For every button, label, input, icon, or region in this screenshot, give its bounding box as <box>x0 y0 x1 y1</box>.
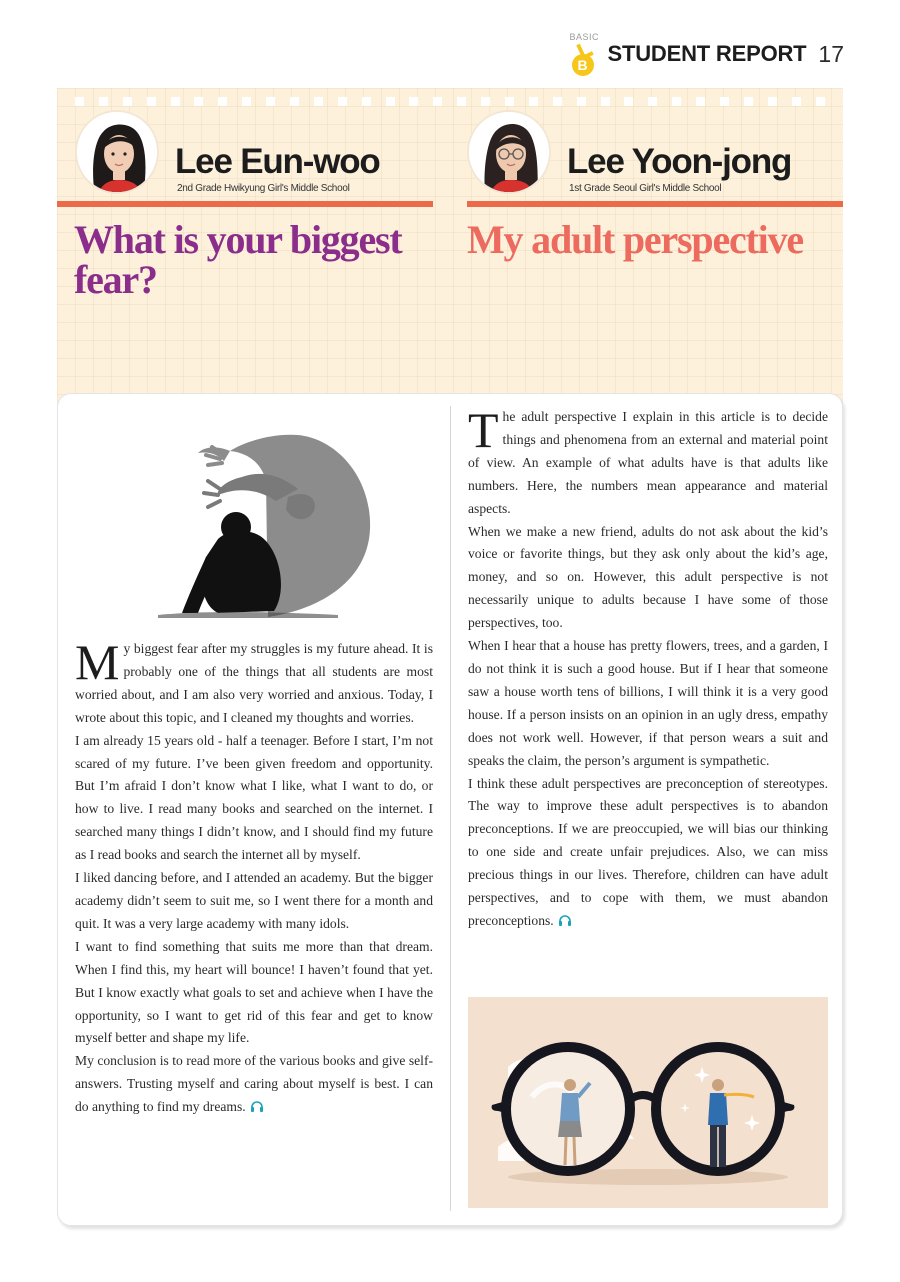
left-paragraph: I am already 15 years old - half a teenager. Before I start, I’m not scared of my future. I’ve been given freedom and opportunity. But I’m afraid I don’t know what I like, what I want to do, or how to live. I read many books and searched on the internet. I searched many things I didn’t know, and I should find my future as I read books and search the internet all by myself. <box>75 732 433 863</box>
right-author-school: 1st Grade Seoul Girl's Middle School <box>569 183 722 194</box>
left-first-paragraph-text: y biggest fear after my struggles is my future ahead. It is probably one of the things that all students are most worried about, and I am also very worried and anxious. Today, I wrote about this topic, and I cleaned my thoughts and worries. <box>75 641 433 725</box>
left-article-headline: What is your biggest fear? <box>74 217 402 302</box>
logo-small-text: BASIC <box>569 32 600 42</box>
right-accent-rule <box>467 201 843 207</box>
headphones-end-icon <box>250 1100 264 1112</box>
section-label: STUDENT REPORT <box>607 41 807 66</box>
right-article-headline: My adult perspective <box>467 217 803 262</box>
left-author-school: 2nd Grade Hwikyung Girl's Middle School <box>177 183 350 194</box>
girl-portrait-icon <box>77 112 159 194</box>
article-card <box>57 393 843 1226</box>
left-dropcap: M <box>75 634 120 690</box>
notebook-holes <box>75 97 825 107</box>
left-first-paragraph <box>75 634 433 730</box>
left-author-name: Lee Eun-woo <box>175 142 380 181</box>
right-article-body <box>468 402 828 933</box>
basic-logo <box>570 34 600 74</box>
left-paragraph: I want to find something that suits me more than that dream. When I find this, my heart will bounce! I haven’t found that yet. But I know exactly what goals to set and achieve when I have the opportunity, so I want to get rid of this fear and get to know myself better and shape my life. <box>75 938 433 1046</box>
page-number: 17 <box>818 40 844 67</box>
right-first-paragraph-text: he adult perspective I explain in this article is to decide things and phenomena from an external and material point of view. An example of what adults have is that adults like numbers. Here, the numbers mean appearance and material aspects. <box>468 409 828 516</box>
right-dropcap: T <box>468 402 499 458</box>
right-last-paragraph-text: I think these adult perspectives are preconception of stereotypes. The way to improve these adult perspectives is to abandon preconceptions. If we are preoccupied, we will bias our thinking to one side and create unfair prejudices. Also, we can miss precious things in our lives. Therefore, children can have adult perspectives, and to cope with them, we must abandon preconceptions. <box>468 775 828 928</box>
left-last-paragraph <box>75 1050 433 1119</box>
page-header <box>570 32 844 76</box>
right-paragraph: When I hear that a house has pretty flowers, trees, and a garden, I do not think it is such a good house. But if I hear that someone saw a house worth tens of billions, I will think it is a very good house. If a person insists on an opinion in an ugly dress, empathy does not work well. However, if that person wears a suit and speaks the claim, the person’s argument is sympathetic. <box>468 638 828 768</box>
right-author <box>467 110 822 210</box>
right-first-paragraph <box>468 402 828 521</box>
title-panel <box>57 88 843 418</box>
headphones-end-icon <box>558 914 572 926</box>
fear-shadow-illustration <box>158 429 378 619</box>
logo-letter: B <box>572 54 594 76</box>
column-divider <box>450 406 451 1211</box>
left-paragraph: I liked dancing before, and I attended an academy. But the bigger academy didn’t seem to suit me, so I went there for a month and quit. It was a very large academy with many idols. <box>75 870 433 931</box>
right-author-photo <box>467 110 551 194</box>
right-paragraph: When we make a new friend, adults do not ask about the kid’s voice or favorite things, but they ask only about the kid’s age, money, and so on. However, this adult perspective is not necessarily unique to adults because I have some of those perspectives, too. <box>468 523 828 631</box>
left-article-body <box>75 634 433 1119</box>
right-author-name: Lee Yoon-jong <box>567 142 792 181</box>
left-author <box>75 110 430 210</box>
left-last-paragraph-text: My conclusion is to read more of the various books and give self-answers. Trusting myself and caring about myself is best. I can do anything to find my dreams. <box>75 1053 433 1115</box>
eyeglasses-icon <box>468 997 828 1208</box>
glasses-perspective-illustration <box>468 997 828 1208</box>
right-last-paragraph <box>468 773 828 933</box>
girl-with-glasses-portrait-icon <box>469 112 551 194</box>
left-author-photo <box>75 110 159 194</box>
left-accent-rule <box>57 201 433 207</box>
